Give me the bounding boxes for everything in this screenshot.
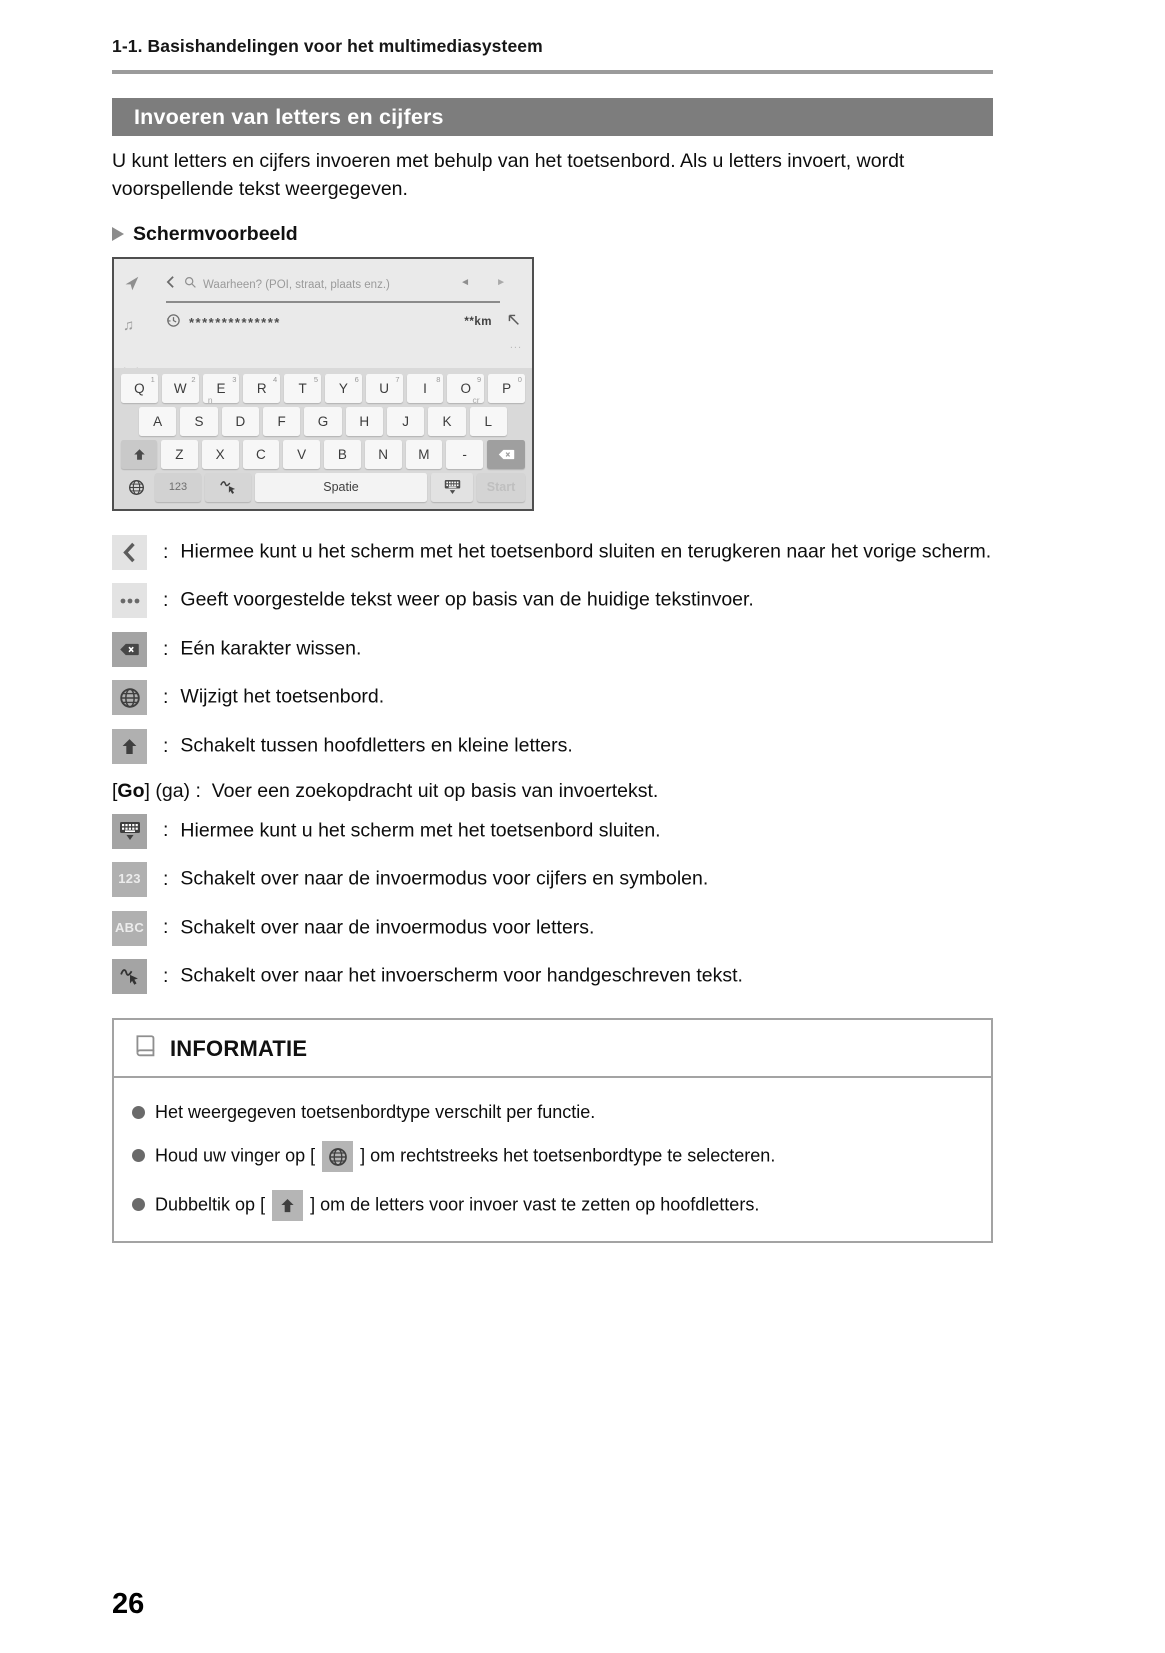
book-icon bbox=[132, 1033, 158, 1064]
letters-mode-icon: ABC bbox=[112, 911, 147, 946]
handwriting-key bbox=[205, 473, 251, 502]
legend-text: Hiermee kunt u het scherm met het toetsenbord sluiten en terugkeren naar het vorige scherm. bbox=[180, 540, 992, 563]
info-bullet-2: Houd uw vinger op [ ] om rechtstreeks het toetsenbordtype te selecteren. bbox=[132, 1141, 973, 1172]
key-c: C bbox=[243, 440, 280, 469]
key-n: N bbox=[365, 440, 402, 469]
legend-item-letters-mode: ABC : Schakelt over naar de invoermodus voor letters. bbox=[112, 911, 993, 946]
backspace-icon bbox=[112, 632, 147, 667]
legend-item-shift: : Schakelt tussen hoofdletters en kleine letters. bbox=[112, 729, 993, 764]
history-entry bbox=[166, 313, 281, 333]
legend-text: Geeft voorgestelde tekst weer op basis van de huidige tekstinvoer. bbox=[180, 589, 754, 612]
triangle-bullet-icon bbox=[112, 227, 124, 241]
handwriting-icon bbox=[112, 959, 147, 994]
legend-text: Schakelt tussen hoofdletters en kleine letters. bbox=[180, 734, 573, 757]
key-j: J bbox=[387, 407, 424, 436]
key-t: T 5 bbox=[284, 374, 321, 403]
key-k: K bbox=[428, 407, 465, 436]
key-b: B bbox=[324, 440, 361, 469]
legend-item-back: : Hiermee kunt u het scherm met het toetsenbord sluiten en terugkeren naar het vorige scherm. bbox=[112, 535, 993, 570]
legend-text: Hiermee kunt u het scherm met het toetsenbord sluiten. bbox=[180, 819, 661, 842]
key-q: Q 1 bbox=[121, 374, 158, 403]
info-bullet-3: Dubbeltik op [ ] om de letters voor invoer vast te zetten op hoofdletters. bbox=[132, 1190, 973, 1221]
legend-item-numbers-mode: 123 : Schakelt over naar de invoermodus voor cijfers en symbolen. bbox=[112, 862, 993, 897]
chapter-rule bbox=[112, 70, 993, 74]
keyboard-row-2 bbox=[139, 407, 507, 436]
key-e: E 3 bbox=[203, 374, 240, 403]
section-title: Invoeren van letters en cijfers bbox=[112, 98, 993, 136]
legend-item-delete: : Eén karakter wissen. bbox=[112, 632, 993, 667]
more-suggestions-ellipsis: ... bbox=[509, 338, 522, 351]
subheading-label: Schermvoorbeeld bbox=[133, 222, 298, 245]
legend-item-globe: : Wijzigt het toetsenbord. bbox=[112, 680, 993, 715]
navigation-cursor-icon bbox=[123, 275, 140, 297]
key-r: R 4 bbox=[243, 374, 280, 403]
information-header bbox=[114, 1020, 991, 1076]
key-v: V bbox=[283, 440, 320, 469]
back-chevron-icon bbox=[166, 275, 175, 294]
legend-item-suggestions: : Geeft voorgestelde tekst weer op basis van de huidige tekstinvoer. bbox=[112, 583, 993, 618]
ghost-label-n: n bbox=[207, 394, 213, 405]
legend-text: Schakelt over naar het invoerscherm voor handgeschreven tekst. bbox=[180, 964, 743, 987]
legend-text: Voer een zoekopdracht uit op basis van invoertekst. bbox=[211, 780, 659, 803]
history-masked-text: ************** bbox=[189, 315, 281, 331]
key-dash: - bbox=[446, 440, 483, 469]
onscreen-keyboard bbox=[114, 368, 532, 509]
legend-text: Schakelt over naar de invoermodus voor cijfers en symbolen. bbox=[180, 867, 709, 890]
bullet-icon bbox=[132, 1106, 145, 1119]
key-s: S bbox=[180, 407, 217, 436]
key-y: Y 6 bbox=[325, 374, 362, 403]
key-p: P 0 bbox=[488, 374, 525, 403]
direction-arrow-icon bbox=[507, 313, 520, 331]
start-key: Start bbox=[477, 473, 525, 502]
icon-legend bbox=[112, 535, 993, 994]
shift-key bbox=[121, 440, 157, 469]
keyboard-row-1 bbox=[121, 374, 525, 403]
legend-text: Schakelt over naar de invoermodus voor letters. bbox=[180, 916, 595, 939]
shift-icon bbox=[112, 729, 147, 764]
destination-search-field bbox=[166, 273, 500, 303]
search-icon bbox=[184, 276, 197, 294]
key-a: A bbox=[139, 407, 176, 436]
key-f: F bbox=[263, 407, 300, 436]
legend-item-go: [Go] (ga) : Voer een zoekopdracht uit op basis van invoertekst. bbox=[112, 780, 659, 803]
key-h: H bbox=[346, 407, 383, 436]
keyboard-screenshot bbox=[112, 257, 534, 511]
space-key: Spatie bbox=[255, 473, 427, 502]
key-l: L bbox=[470, 407, 507, 436]
chapter-heading: 1-1. Basishandelingen voor het multimediasysteem bbox=[112, 36, 543, 56]
legend-text: Eén karakter wissen. bbox=[180, 637, 362, 660]
information-title: INFORMATIE bbox=[170, 1035, 308, 1061]
numbers-mode-key: 123 bbox=[155, 473, 201, 502]
numbers-mode-icon: 123 bbox=[112, 862, 147, 897]
keyboard-hide-key bbox=[431, 473, 473, 502]
globe-icon bbox=[322, 1141, 353, 1172]
key-i: I 8 bbox=[407, 374, 444, 403]
bullet-icon bbox=[132, 1149, 145, 1162]
ghost-label-cr: cr bbox=[472, 394, 480, 405]
key-z: Z bbox=[161, 440, 198, 469]
intro-paragraph: U kunt letters en cijfers invoeren met behulp van het toetsenbord. Als u letters invoert, wordt voorspellende tekst weergegeven. bbox=[112, 150, 905, 200]
suggestions-ellipsis-icon bbox=[112, 583, 147, 618]
key-w: W 2 bbox=[162, 374, 199, 403]
legend-item-keyboard-hide: : Hiermee kunt u het scherm met het toetsenbord sluiten. bbox=[112, 814, 993, 849]
page-number: 26 bbox=[112, 1588, 145, 1620]
page-right-icon: ► bbox=[496, 276, 506, 288]
music-note-icon: ♫ bbox=[123, 316, 135, 334]
key-u: U 7 bbox=[366, 374, 403, 403]
globe-key bbox=[121, 473, 151, 502]
page-left-icon: ◄ bbox=[460, 276, 470, 288]
search-underline bbox=[166, 301, 500, 303]
backspace-key bbox=[487, 440, 525, 469]
go-key-label: Go bbox=[117, 780, 145, 803]
subheading-schermvoorbeeld bbox=[112, 223, 993, 246]
key-x: X bbox=[202, 440, 239, 469]
key-g: G bbox=[304, 407, 341, 436]
keyboard-row-3 bbox=[121, 440, 525, 469]
back-chevron-icon bbox=[112, 535, 147, 570]
key-o: O 9 bbox=[447, 374, 484, 403]
bullet-icon bbox=[132, 1198, 145, 1211]
info-bullet-1: Het weergegeven toetsenbordtype verschilt per functie. bbox=[132, 1102, 973, 1123]
history-clock-icon bbox=[166, 313, 181, 333]
distance-label: **km bbox=[464, 315, 492, 328]
shift-icon bbox=[272, 1190, 303, 1221]
information-box bbox=[112, 1018, 993, 1243]
legend-item-handwriting: : Schakelt over naar het invoerscherm voor handgeschreven tekst. bbox=[112, 959, 993, 994]
globe-icon bbox=[112, 680, 147, 715]
key-m: M bbox=[406, 440, 443, 469]
keyboard-row-4 bbox=[121, 473, 525, 502]
search-placeholder: Waarheen? (POI, straat, plaats enz.) bbox=[203, 278, 390, 291]
keyboard-hide-icon bbox=[112, 814, 147, 849]
legend-text: Wijzigt het toetsenbord. bbox=[180, 686, 385, 709]
key-d: D bbox=[222, 407, 259, 436]
